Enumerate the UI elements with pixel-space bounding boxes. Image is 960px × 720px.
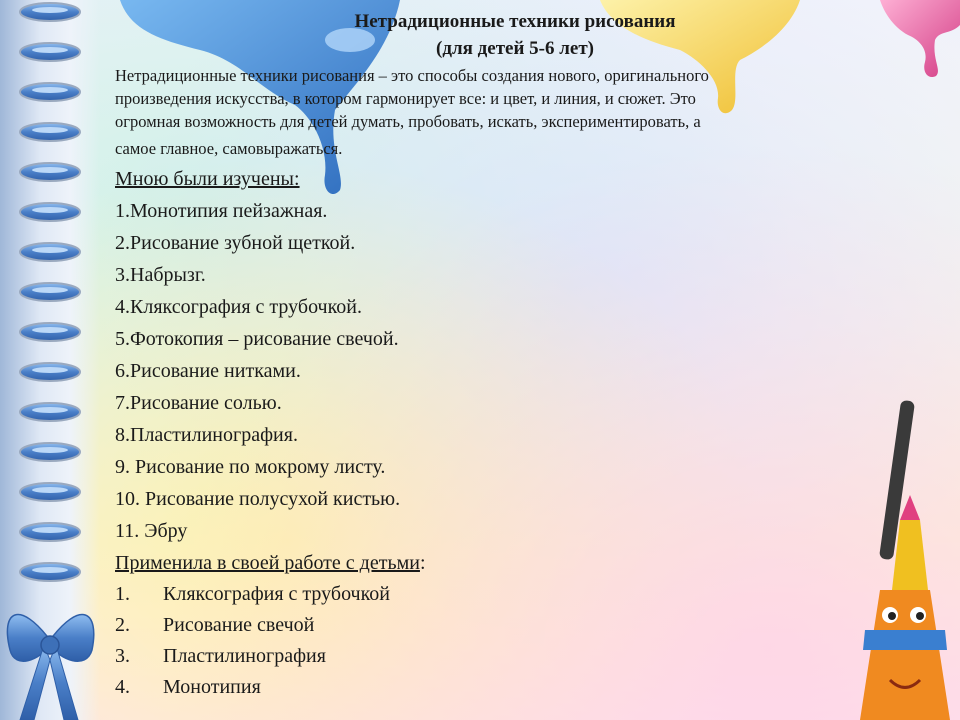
applied-heading	[115, 547, 885, 579]
list-item: 2.Рисование зубной щеткой.	[115, 232, 356, 254]
studied-list	[115, 195, 885, 547]
ribbon-border	[0, 0, 100, 720]
list-item: 9. Рисование по мокрому листу.	[115, 456, 386, 478]
studied-heading: Мною были изучены:	[115, 168, 300, 190]
ribbon-bow-icon	[7, 615, 93, 720]
list-item: 5.Фотокопия – рисование свечой.	[115, 328, 399, 350]
intro-line: произведения искусства, в котором гармонирует все: и цвет, и линия, и сюжет. Это	[115, 89, 696, 108]
applied-heading-colon: :	[419, 552, 426, 574]
intro-line: Нетрадиционные техники рисования – это способы создания нового, оригинального	[115, 66, 709, 85]
item-text: Кляксография с трубочкой	[163, 583, 391, 605]
list-item: 7.Рисование солью.	[115, 392, 282, 414]
applied-heading-text: Применила в своей работе с детьми	[115, 552, 420, 574]
item-text: Пластилинография	[163, 645, 326, 667]
intro-line: огромная возможность для детей думать, пробовать, искать, экспериментировать, а	[115, 112, 701, 131]
list-item	[115, 610, 885, 641]
intro-line: самое главное, самовыражаться.	[115, 139, 343, 158]
list-item: 1.Монотипия пейзажная.	[115, 200, 328, 222]
intro-paragraph	[115, 64, 885, 160]
list-item: 8.Пластилинография.	[115, 424, 298, 446]
list-item: 11. Эбру	[115, 520, 188, 542]
item-text: Монотипия	[163, 676, 261, 698]
item-number: 3.	[115, 645, 130, 667]
item-text: Рисование свечой	[163, 614, 315, 636]
slide-title	[115, 8, 885, 62]
item-number: 2.	[115, 614, 130, 636]
title-line-1: Нетрадиционные техники рисования	[354, 11, 676, 32]
list-item: 10. Рисование полусухой кистью.	[115, 488, 401, 510]
applied-list	[115, 579, 885, 703]
item-number: 4.	[115, 676, 130, 698]
title-line-2: (для детей 5-6 лет)	[436, 38, 594, 59]
list-item	[115, 641, 885, 672]
list-item: 6.Рисование нитками.	[115, 360, 301, 382]
list-item	[115, 579, 885, 610]
slide-content	[115, 8, 885, 703]
ribbon-lacing-icon	[0, 0, 100, 720]
list-item: 3.Набрызг.	[115, 264, 206, 286]
item-number: 1.	[115, 583, 130, 605]
list-item: 4.Кляксография с трубочкой.	[115, 296, 363, 318]
list-item	[115, 672, 885, 703]
